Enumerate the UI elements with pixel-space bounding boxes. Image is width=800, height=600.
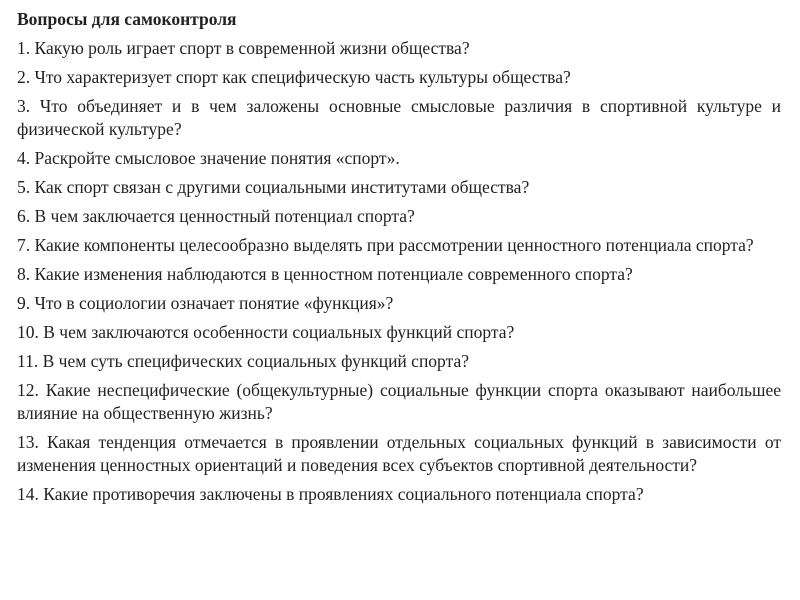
question-item: 2. Что характеризует спорт как специфическую часть культуры общества? (17, 67, 571, 87)
question-item: 14. Какие противоречия заключены в проявлениях социального потенциала спорта? (17, 484, 644, 504)
page-title: Вопросы для самоконтроля (17, 9, 237, 29)
question-item: 4. Раскройте смысловое значение понятия «спорт». (17, 148, 400, 168)
document-page (17, 8, 781, 512)
question-item: 1. Какую роль играет спорт в современной жизни общества? (17, 38, 470, 58)
question-item: 8. Какие изменения наблюдаются в ценностном потенциале современного спорта? (17, 264, 633, 284)
question-item: 13. Какая тенденция отмечается в проявлении отдельных социальных функций в зависимости от изменения ценностных ориентаций и поведения всех субъектов спортивной деятельности? (17, 432, 781, 475)
question-item: 6. В чем заключается ценностный потенциал спорта? (17, 206, 415, 226)
question-item: 5. Как спорт связан с другими социальными институтами общества? (17, 177, 530, 197)
question-item: 3. Что объединяет и в чем заложены основные смысловые различия в спортивной культуре и физической культуре? (17, 96, 781, 139)
question-item: 12. Какие неспецифические (общекультурные) социальные функции спорта оказывают наибольшее влияние на общественную жизнь? (17, 380, 781, 423)
question-item: 11. В чем суть специфических социальных функций спорта? (17, 351, 469, 371)
question-item: 9. Что в социологии означает понятие «функция»? (17, 293, 394, 313)
question-item: 10. В чем заключаются особенности социальных функций спорта? (17, 322, 515, 342)
question-item: 7. Какие компоненты целесообразно выделять при рассмотрении ценностного потенциала спорта? (17, 235, 754, 255)
